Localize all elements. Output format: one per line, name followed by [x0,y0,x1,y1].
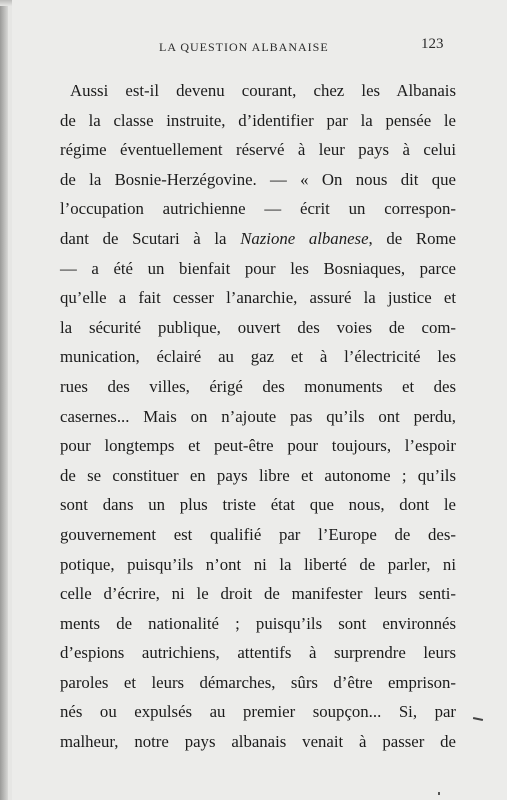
paper-speck [438,792,440,795]
text-line: — a été un bienfait pour les Bosniaques, parce [60,258,456,278]
text-line: celle d’écrire, ni le droit de manifester leurs senti- [60,584,456,604]
text-line: gouvernement est qualifié par l’Europe de des- [60,524,456,544]
text-line: rues des villes, érigé des monuments et des [60,376,456,396]
page-number: 123 [421,36,444,52]
text-line: ments de nationalité ; puisqu’ils sont environnés [60,613,456,633]
body-paragraph [60,76,456,757]
running-head: LA QUESTION ALBANAISE [159,40,329,54]
text-line: sont dans un plus triste état que nous, dont le [60,495,456,515]
book-page [12,0,507,800]
text-line: casernes... Mais on n’ajoute pas qu’ils ont perdu, [60,406,456,426]
scan-shadow-left [0,0,8,800]
text-line: la sécurité publique, ouvert des voies de com- [60,317,456,337]
text-line: nés ou expulsés au premier soupçon... Si, par [60,702,456,722]
text-line: Aussi est-il devenu courant, chez les Albanais [70,81,456,100]
text-line: potique, puisqu’ils n’ont ni la liberté de parler, ni [60,554,456,574]
text-line: régime éventuellement réservé à leur pays à celui [60,140,456,160]
text-line: qu’elle a fait cesser l’anarchie, assuré la justice et [60,288,456,308]
text-line: l’occupation autrichienne — écrit un correspon- [60,199,456,219]
newspaper-title: Nazione albanese [240,228,369,248]
text-line: de la classe instruite, d’identifier par la pensée le [60,110,456,130]
text-line: pour longtemps et peut-être pour toujours, l’espoir [60,436,456,456]
text-line: munication, éclairé au gaz et à l’électricité les [60,347,456,367]
text-line: malheur, notre pays albanais venait à passer de [60,732,456,752]
text-line: de la Bosnie-Herzégovine. — « On nous dit que [60,169,456,189]
text-line: paroles et leurs démarches, sûrs d’être emprison- [60,672,456,692]
margin-mark [473,717,483,721]
text-line: de se constituer en pays libre et autonome ; qu’ils [60,465,456,485]
text-line: d’espions autrichiens, attentifs à surprendre leurs [60,643,456,663]
text-line: dant de Scutari à la Nazione albanese, de Rome [60,228,456,248]
